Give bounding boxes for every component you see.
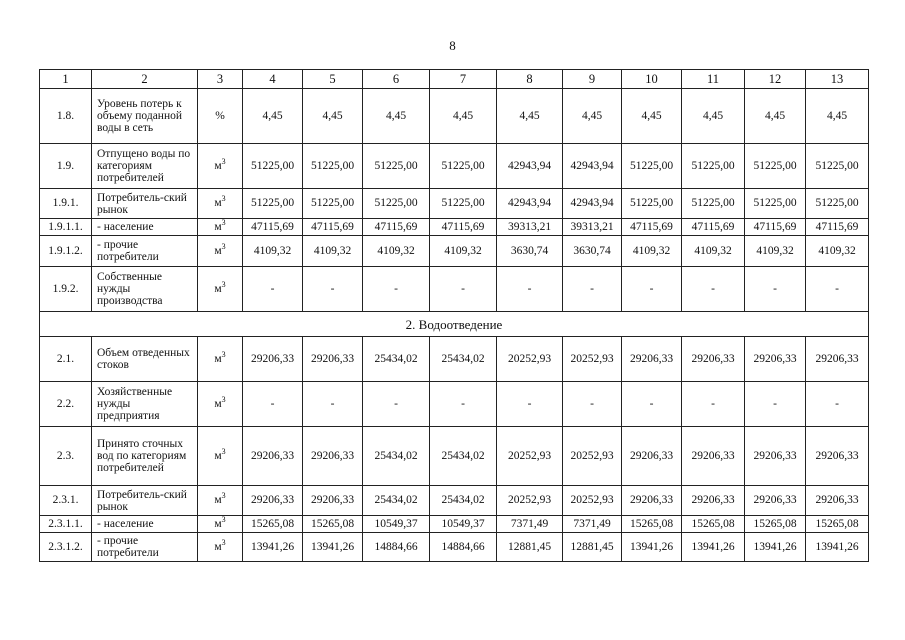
row-number: 1.9.2.: [40, 267, 92, 312]
value-cell: 29206,33: [243, 337, 303, 382]
value-cell: 51225,00: [745, 189, 806, 219]
value-cell: 10549,37: [430, 516, 497, 533]
header-cell: 9: [563, 70, 622, 89]
unit-exponent: 3: [221, 349, 226, 359]
value-cell: 13941,26: [682, 533, 745, 562]
value-cell: 29206,33: [806, 427, 869, 486]
value-cell: 47115,69: [243, 219, 303, 236]
value-cell: 51225,00: [745, 144, 806, 189]
value-cell: 29206,33: [745, 486, 806, 516]
header-cell: 5: [303, 70, 363, 89]
table-body: [40, 70, 869, 562]
value-cell: 4,45: [682, 89, 745, 144]
row-name: Собственные нужды производства: [92, 267, 198, 312]
value-cell: 7371,49: [563, 516, 622, 533]
data-table: [39, 69, 869, 562]
table-row: [40, 516, 869, 533]
row-number: 2.3.1.: [40, 486, 92, 516]
value-cell: 4,45: [622, 89, 682, 144]
value-cell: -: [363, 267, 430, 312]
value-cell: -: [497, 382, 563, 427]
unit-base: м: [214, 159, 222, 172]
value-cell: 4,45: [806, 89, 869, 144]
value-cell: 29206,33: [745, 427, 806, 486]
value-cell: -: [303, 382, 363, 427]
value-cell: -: [745, 267, 806, 312]
value-cell: 4,45: [363, 89, 430, 144]
value-cell: 12881,45: [563, 533, 622, 562]
unit-exponent: 3: [221, 279, 226, 289]
value-cell: 51225,00: [363, 189, 430, 219]
row-number: 1.8.: [40, 89, 92, 144]
table-row: [40, 236, 869, 267]
value-cell: 51225,00: [430, 144, 497, 189]
value-cell: 4,45: [243, 89, 303, 144]
unit-exponent: 3: [221, 537, 226, 547]
row-unit: [198, 516, 243, 533]
unit-exponent: 3: [221, 394, 226, 404]
value-cell: 51225,00: [430, 189, 497, 219]
value-cell: 15265,08: [622, 516, 682, 533]
value-cell: 3630,74: [563, 236, 622, 267]
section-row: [40, 312, 869, 337]
value-cell: 51225,00: [682, 144, 745, 189]
unit-base: м: [214, 494, 222, 506]
value-cell: 13941,26: [622, 533, 682, 562]
value-cell: 14884,66: [430, 533, 497, 562]
row-unit: [198, 189, 243, 219]
header-cell: 12: [745, 70, 806, 89]
row-unit: [198, 219, 243, 236]
value-cell: 47115,69: [363, 219, 430, 236]
value-cell: 4109,32: [806, 236, 869, 267]
value-cell: 4,45: [430, 89, 497, 144]
value-cell: 47115,69: [622, 219, 682, 236]
table-row: [40, 486, 869, 516]
value-cell: 25434,02: [363, 427, 430, 486]
value-cell: 29206,33: [682, 486, 745, 516]
table-row: [40, 219, 869, 236]
value-cell: 25434,02: [430, 337, 497, 382]
value-cell: 29206,33: [745, 337, 806, 382]
value-cell: 29206,33: [806, 486, 869, 516]
value-cell: -: [243, 267, 303, 312]
header-cell: 11: [682, 70, 745, 89]
value-cell: 51225,00: [303, 189, 363, 219]
unit-base: м: [214, 449, 222, 462]
value-cell: 4109,32: [622, 236, 682, 267]
row-unit: [198, 267, 243, 312]
value-cell: -: [363, 382, 430, 427]
value-cell: 51225,00: [622, 189, 682, 219]
unit-exponent: 3: [221, 514, 226, 524]
value-cell: 39313,21: [497, 219, 563, 236]
value-cell: 29206,33: [303, 486, 363, 516]
row-name: Потребитель-ский рынок: [92, 486, 198, 516]
table-row: [40, 189, 869, 219]
row-name: - население: [92, 219, 198, 236]
row-name: Отпущено воды по категориям потребителей: [92, 144, 198, 189]
header-cell: 7: [430, 70, 497, 89]
unit-base: м: [214, 397, 222, 410]
value-cell: 7371,49: [497, 516, 563, 533]
value-cell: 20252,93: [563, 486, 622, 516]
row-name: Хозяйственные нужды предприятия: [92, 382, 198, 427]
value-cell: 3630,74: [497, 236, 563, 267]
value-cell: 20252,93: [563, 427, 622, 486]
value-cell: 25434,02: [430, 486, 497, 516]
value-cell: 20252,93: [563, 337, 622, 382]
value-cell: 25434,02: [363, 337, 430, 382]
table-row: [40, 337, 869, 382]
value-cell: -: [430, 382, 497, 427]
value-cell: 47115,69: [430, 219, 497, 236]
value-cell: 15265,08: [243, 516, 303, 533]
header-cell: 10: [622, 70, 682, 89]
value-cell: 51225,00: [303, 144, 363, 189]
value-cell: 51225,00: [682, 189, 745, 219]
value-cell: 15265,08: [682, 516, 745, 533]
value-cell: -: [682, 267, 745, 312]
value-cell: 15265,08: [745, 516, 806, 533]
value-cell: -: [303, 267, 363, 312]
row-name: - прочие потребители: [92, 236, 198, 267]
row-name: - население: [92, 516, 198, 533]
value-cell: -: [806, 382, 869, 427]
header-cell: 1: [40, 70, 92, 89]
header-cell: 4: [243, 70, 303, 89]
value-cell: 29206,33: [682, 337, 745, 382]
value-cell: 4109,32: [745, 236, 806, 267]
value-cell: 42943,94: [497, 189, 563, 219]
value-cell: 42943,94: [563, 144, 622, 189]
value-cell: 29206,33: [682, 427, 745, 486]
value-cell: 13941,26: [745, 533, 806, 562]
unit-exponent: 3: [221, 446, 226, 456]
header-cell: 6: [363, 70, 430, 89]
unit-base: м: [214, 517, 222, 530]
value-cell: 29206,33: [622, 486, 682, 516]
value-cell: -: [430, 267, 497, 312]
value-cell: 4,45: [303, 89, 363, 144]
value-cell: -: [682, 382, 745, 427]
unit-base: %: [215, 109, 225, 122]
value-cell: 51225,00: [622, 144, 682, 189]
value-cell: 4,45: [563, 89, 622, 144]
unit-base: м: [214, 244, 222, 257]
value-cell: 4,45: [745, 89, 806, 144]
row-unit: [198, 144, 243, 189]
value-cell: -: [563, 267, 622, 312]
value-cell: 4109,32: [303, 236, 363, 267]
row-number: 2.3.1.1.: [40, 516, 92, 533]
value-cell: 4109,32: [243, 236, 303, 267]
value-cell: 39313,21: [563, 219, 622, 236]
value-cell: 4,45: [497, 89, 563, 144]
value-cell: 25434,02: [363, 486, 430, 516]
unit-exponent: 3: [221, 491, 226, 501]
value-cell: 4109,32: [430, 236, 497, 267]
row-unit: [198, 382, 243, 427]
value-cell: 20252,93: [497, 337, 563, 382]
row-number: 1.9.1.: [40, 189, 92, 219]
header-cell: 13: [806, 70, 869, 89]
value-cell: 14884,66: [363, 533, 430, 562]
value-cell: 10549,37: [363, 516, 430, 533]
value-cell: 13941,26: [806, 533, 869, 562]
value-cell: 42943,94: [497, 144, 563, 189]
value-cell: -: [622, 382, 682, 427]
section-title: 2. Водоотведение: [40, 312, 869, 337]
value-cell: 12881,45: [497, 533, 563, 562]
value-cell: 47115,69: [806, 219, 869, 236]
unit-base: м: [214, 220, 222, 233]
value-cell: 15265,08: [303, 516, 363, 533]
value-cell: 29206,33: [243, 427, 303, 486]
value-cell: 29206,33: [243, 486, 303, 516]
row-name: Принято сточных вод по категориям потребителей: [92, 427, 198, 486]
table-row: [40, 89, 869, 144]
table-row: [40, 382, 869, 427]
row-name: - прочие потребители: [92, 533, 198, 562]
header-cell: 2: [92, 70, 198, 89]
row-unit: [198, 533, 243, 562]
unit-exponent: 3: [221, 241, 226, 251]
value-cell: 4109,32: [363, 236, 430, 267]
unit-exponent: 3: [221, 194, 226, 204]
value-cell: 29206,33: [806, 337, 869, 382]
value-cell: 29206,33: [622, 427, 682, 486]
unit-base: м: [214, 197, 222, 209]
value-cell: 20252,93: [497, 486, 563, 516]
value-cell: -: [806, 267, 869, 312]
value-cell: -: [243, 382, 303, 427]
row-unit: [198, 337, 243, 382]
row-unit: [198, 236, 243, 267]
value-cell: 51225,00: [363, 144, 430, 189]
value-cell: 13941,26: [303, 533, 363, 562]
table-row: [40, 267, 869, 312]
row-number: 2.3.1.2.: [40, 533, 92, 562]
row-name: Объем отведенных стоков: [92, 337, 198, 382]
value-cell: -: [622, 267, 682, 312]
row-unit: [198, 427, 243, 486]
row-number: 1.9.1.2.: [40, 236, 92, 267]
page-number: 8: [449, 38, 456, 53]
unit-base: м: [214, 540, 222, 553]
value-cell: 29206,33: [303, 337, 363, 382]
unit-base: м: [214, 282, 222, 295]
value-cell: 42943,94: [563, 189, 622, 219]
value-cell: 47115,69: [745, 219, 806, 236]
header-row: [40, 70, 869, 89]
value-cell: -: [745, 382, 806, 427]
unit-base: м: [214, 352, 222, 365]
table-row: [40, 427, 869, 486]
row-number: 2.1.: [40, 337, 92, 382]
row-number: 1.9.: [40, 144, 92, 189]
value-cell: 51225,00: [243, 144, 303, 189]
unit-exponent: 3: [221, 217, 226, 227]
value-cell: 51225,00: [806, 189, 869, 219]
value-cell: 29206,33: [303, 427, 363, 486]
value-cell: -: [497, 267, 563, 312]
value-cell: 20252,93: [497, 427, 563, 486]
value-cell: 51225,00: [243, 189, 303, 219]
value-cell: 13941,26: [243, 533, 303, 562]
header-cell: 3: [198, 70, 243, 89]
row-name: Потребитель-ский рынок: [92, 189, 198, 219]
value-cell: 47115,69: [682, 219, 745, 236]
value-cell: 47115,69: [303, 219, 363, 236]
value-cell: 29206,33: [622, 337, 682, 382]
value-cell: 4109,32: [682, 236, 745, 267]
row-number: 2.3.: [40, 427, 92, 486]
row-unit: [198, 486, 243, 516]
row-name: Уровень потерь к объему поданной воды в сеть: [92, 89, 198, 144]
header-cell: 8: [497, 70, 563, 89]
table-row: [40, 144, 869, 189]
value-cell: 15265,08: [806, 516, 869, 533]
unit-exponent: 3: [221, 156, 226, 166]
value-cell: 51225,00: [806, 144, 869, 189]
value-cell: -: [563, 382, 622, 427]
table-row: [40, 533, 869, 562]
row-number: 2.2.: [40, 382, 92, 427]
row-unit: [198, 89, 243, 144]
row-number: 1.9.1.1.: [40, 219, 92, 236]
value-cell: 25434,02: [430, 427, 497, 486]
